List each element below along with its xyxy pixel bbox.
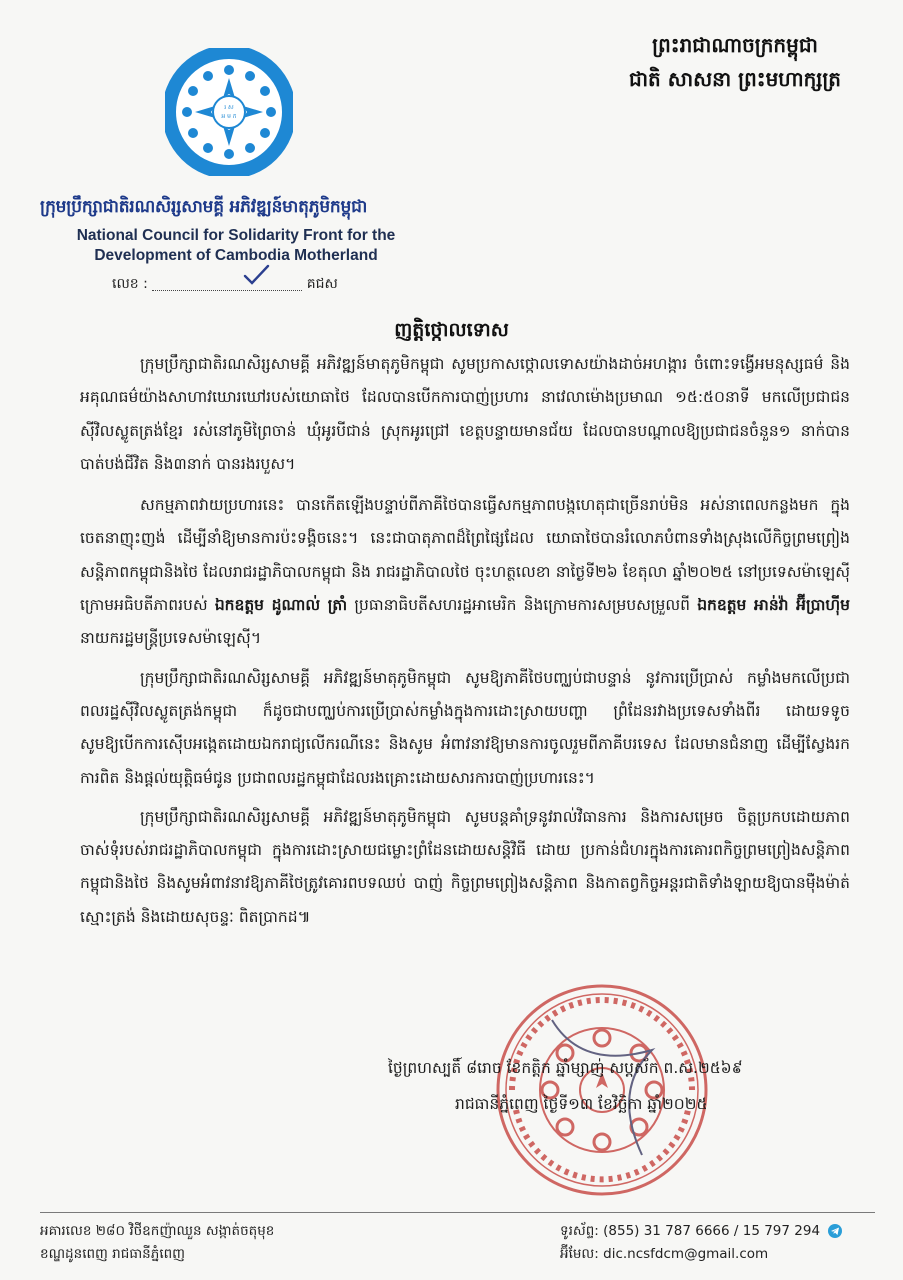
- phone-value: (855) 31 787 6666 / 15 797 294: [603, 1223, 821, 1239]
- ref-dotted-field: [152, 278, 302, 291]
- svg-text:រ ស: រ ស: [224, 104, 234, 111]
- phone-label: ទូរស័ព្ទ:: [560, 1223, 599, 1239]
- paragraph-2-text-a: សកម្មភាពវាយប្រហារនេះ បានកើតឡើងបន្ទាប់ពីភាគីថៃបានធ្វើសកម្មភាពបង្កហេតុជាច្រើនរាប់មិន អស់នាពេលកន្លងមក ក្នុងចេតនាញុះញង់ ដើម្បីនាំឱ្យមានការប៉ះទង្គិចនេះ។ នេះជាបាតុភាពដ៏ព្រៃផ្សៃដែល យោធាថៃបានរំលោភបំពានទាំងស្រុងលើកិច្ចព្រមព្រៀងសន្តិភាពកម្ពុជានិងថៃ ដែលរាជរដ្ឋាភិបាលកម្ពុជា និង រាជរដ្ឋាភិបាលថៃ ចុះហត្ថលេខា នាថ្ងៃទី២៦ ខែតុលា ឆ្នាំ២០២៥ នៅប្រទេសម៉ាឡេស៊ី ក្រោមអធិបតីភាពរបស់: [80, 496, 850, 615]
- person-name-trump: ឯកឧត្តម ដូណាល់ ត្រាំ: [214, 596, 348, 615]
- paragraph-3: ក្រុមប្រឹក្សាជាតិរណសិរ្សសាមគ្គី អភិវឌ្ឍន៍មាតុភូមិកម្ពុជា សូមឱ្យភាគីថៃបញ្ឈប់ជាបន្ទាន់ នូវការប្រើប្រាស់ កម្លាំងមកលើប្រជាពលរដ្ឋស៊ីវិលស្លូតត្រង់កម្ពុជា ក៏ដូចជាបញ្ឈប់ការប្រើប្រាស់កម្លាំងក្នុងការដោះស្រាយបញ្ហា ព្រំដែនរវាងប្រទេសទាំងពីរ ដោយទទូចសូមឱ្យបើកការស៊ើបអង្កេតដោយឯករាជ្យលើករណីនេះ និងសូម អំពាវនាវឱ្យមានការចូលរួមពីភាគីបរទេស ដែលមានជំនាញ ដើម្បីស្វែងរកការពិត និងផ្តល់យុត្តិធម៌ជូន ប្រជាពលរដ្ឋកម្ពុជាដែលរងគ្រោះដោយសារការបាញ់ប្រហារនេះ។: [80, 668, 850, 787]
- document-body: [80, 348, 850, 940]
- person-name-anwar: ឯកឧត្តម អាន់វ៉ា អ៊ីប្រាហ៊ីម: [697, 596, 850, 615]
- email-label: អ៊ីមែល:: [560, 1246, 599, 1262]
- national-motto: ជាតិ សាសនា ព្រះមហាក្សត្រ: [629, 67, 841, 91]
- org-name-english: [66, 226, 406, 266]
- reference-number: [112, 274, 362, 295]
- kingdom-header: [629, 28, 841, 96]
- org-name-english-line1: National Council for Solidarity Front for the: [76, 227, 396, 244]
- footer-email: [560, 1245, 768, 1265]
- paragraph-4: ក្រុមប្រឹក្សាជាតិរណសិរ្សសាមគ្គី អភិវឌ្ឍន៍មាតុភូមិកម្ពុជា សូមបន្តគាំទ្រនូវរាល់វិធានការ និងការសម្រេច ចិត្តប្រកបដោយភាពចាស់ទុំរបស់រាជរដ្ឋាភិបាលកម្ពុជា ក្នុងការដោះស្រាយជម្លោះព្រំដែនដោយសន្តិវិធី ដោយ ប្រកាន់ជំហរក្នុងការគោរពកិច្ចព្រមព្រៀងសន្តិភាពកម្ពុជានិងថៃ និងសូមអំពាវនាវឱ្យភាគីថៃត្រូវគោរពបទឈប់ បាញ់ កិច្ចព្រមព្រៀងសន្តិភាព និងកាតព្វកិច្ចអន្តរជាតិទាំងឡាយឱ្យបានម៉ឺងម៉ាត់ ស្មោះត្រង់ និងដោយសុចន្ទៈ ពិតប្រាកដ៕: [80, 807, 850, 926]
- footer-address-line1: អគារលេខ ២៨០ វិថីឧកញ៉ាឈួន សង្កាត់ចតុមុខ: [40, 1223, 275, 1239]
- ref-suffix: គជស: [306, 276, 338, 292]
- document-title: ញត្តិថ្កោលទោស: [394, 319, 509, 341]
- footer-phone: [560, 1222, 842, 1242]
- paragraph-2-text-c: ប្រធានាធិបតីសហរដ្ឋអាមេរិក និងក្រោមការសម្របសម្រួលពី: [347, 596, 698, 615]
- org-name-english-line2: Development of Cambodia Motherland: [94, 247, 378, 264]
- paragraph-2-text-d: នាយករដ្ឋមន្ត្រីប្រទេសម៉ាឡេស៊ី។: [80, 629, 262, 648]
- official-seal-stamp: [492, 980, 712, 1200]
- footer-divider: [40, 1212, 875, 1213]
- telegram-icon: [828, 1224, 842, 1238]
- email-value[interactable]: dic.ncsfdcm@gmail.com: [603, 1246, 769, 1262]
- organization-logo: [165, 48, 293, 176]
- svg-text:អ ម ក: អ ម ក: [221, 113, 237, 120]
- org-name-khmer: ក្រុមប្រឹក្សាជាតិរណសិរ្សសាមគ្គី អភិវឌ្ឍន៍មាតុភូមិកម្ពុជា: [40, 197, 368, 217]
- paragraph-2: [80, 489, 850, 655]
- footer-address-line2: ខណ្ឌដូនពេញ រាជធានីភ្នំពេញ: [40, 1246, 186, 1262]
- paragraph-1: ក្រុមប្រឹក្សាជាតិរណសិរ្សសាមគ្គី អភិវឌ្ឍន៍មាតុភូមិកម្ពុជា សូមប្រកាសថ្កោលទោសយ៉ាងដាច់អហង្ការ ចំពោះទង្វើអមនុស្សធម៌ និងអគុណធម៌យ៉ាងសាហាវឃោរឃៅរបស់យោធាថៃ ដែលបានបើកការបាញ់ប្រហារ នាវេលាម៉ោងប្រមាណ ១៥:៥០នាទី មកលើប្រជាជនស៊ីវិលស្លូតត្រង់ខ្មែរ រស់នៅភូមិព្រៃចាន់ ឃុំអូរបីជាន់ ស្រុកអូរជ្រៅ ខេត្តបន្ទាយមានជ័យ ដែលបានបណ្តាលឱ្យប្រជាជនចំនួន១ នាក់បានបាត់បង់ជីវិត និង៣នាក់ បានរងរបួស។: [80, 355, 850, 473]
- kingdom-line: ព្រះរាជាណាចក្រកម្ពុជា: [652, 33, 818, 57]
- ref-label: លេខ :: [112, 276, 148, 292]
- solar-date-place: រាជធានីភ្នំពេញ ថ្ងៃទី១៣ ខែវិច្ឆិកា ឆ្នាំ២០២៥: [455, 1095, 708, 1113]
- checkmark-icon: [242, 264, 270, 286]
- lunar-date: ថ្ងៃព្រហស្បតិ៍ ៨រោច ខែកត្តិក ឆ្នាំម្សាញ់ សប្តស័ក ព.ស.២៥៦៩: [388, 1059, 743, 1077]
